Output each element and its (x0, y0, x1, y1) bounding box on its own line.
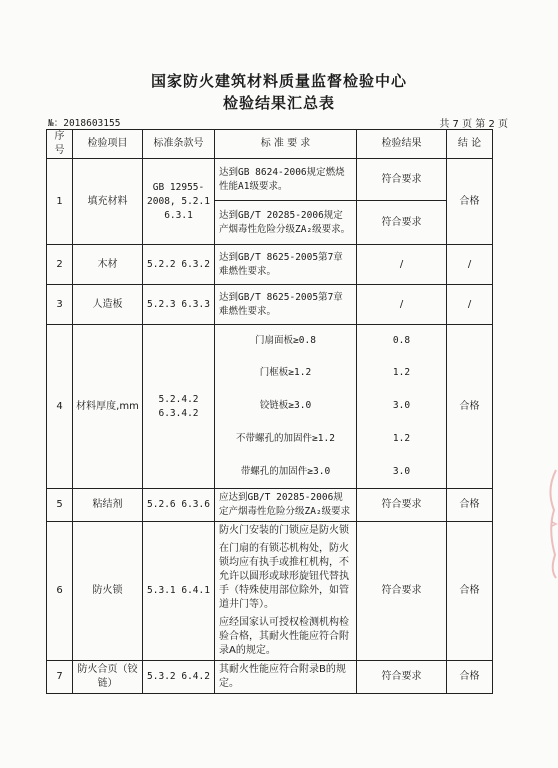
row-item: 填充材料 (73, 159, 143, 245)
row-item: 防火锁 (73, 522, 143, 661)
row-requirement: 带螺孔的加固件≥3.0 (215, 456, 357, 489)
table-row (47, 285, 493, 325)
col-header-conclusion: 结 论 (447, 130, 493, 159)
row-result: 3.0 (357, 456, 447, 489)
requirement-part: 防火门安装的门锁应是防火锁 (219, 525, 349, 536)
row-result: 0.8 (357, 325, 447, 357)
row-item: 人造板 (73, 285, 143, 325)
row-item: 木材 (73, 245, 143, 285)
row-requirement: 达到GB/T 8625-2005第7章难燃性要求。 (215, 285, 357, 325)
row-clause: 5.2.6 6.3.6 (143, 489, 215, 522)
row-clause: 5.3.1 6.4.1 (143, 522, 215, 661)
row-requirement: 达到GB 8624-2006规定燃烧性能A1级要求。 (215, 159, 357, 201)
row-requirement: 达到GB/T 8625-2005第7章难燃性要求。 (215, 245, 357, 285)
row-no: 3 (47, 285, 73, 325)
row-conclusion: 合格 (447, 522, 493, 661)
row-conclusion: 合格 (447, 159, 493, 245)
row-result: / (357, 245, 447, 285)
row-clause: 5.3.2 6.4.2 (143, 661, 215, 694)
results-table (46, 129, 493, 694)
row-requirement: 达到GB/T 20285-2006规定产烟毒性危险分级ZA₂级要求。 (215, 201, 357, 245)
col-header-clause: 标准条款号 (143, 130, 215, 159)
report-number: №：2018603155 (48, 118, 121, 129)
row-no: 4 (47, 325, 73, 489)
row-conclusion: 合格 (447, 661, 493, 694)
table-row (47, 661, 493, 694)
row-clause: 5.2.2 6.3.2 (143, 245, 215, 285)
page-title: 国家防火建筑材料质量监督检验中心 (150, 72, 407, 90)
row-result: 符合要求 (357, 522, 447, 661)
row-item: 防火合页（铰链） (73, 661, 143, 694)
row-clause: GB 12955-2008, 5.2.1 6.3.1 (143, 159, 215, 245)
col-header-requirement: 标 准 要 求 (215, 130, 357, 159)
col-header-no: 序号 (47, 130, 73, 159)
row-clause: 5.2.3 6.3.3 (143, 285, 215, 325)
row-no: 5 (47, 489, 73, 522)
row-requirement: 铰链板≥3.0 (215, 390, 357, 423)
table-row (47, 522, 493, 661)
table-header-row (47, 130, 493, 159)
row-conclusion: 合格 (447, 325, 493, 489)
row-requirement: 门框板≥1.2 (215, 357, 357, 390)
table-row (47, 159, 493, 201)
row-result: 符合要求 (357, 159, 447, 201)
requirement-part: 在门扇的有锁芯机构处，防火锁均应有执手或推杠机构，不允许以圆形或球形旋钮代替执手（特殊使用部位除外，如管道井门等）。 (219, 543, 349, 610)
row-conclusion: 合格 (447, 489, 493, 522)
row-result: 符合要求 (357, 661, 447, 694)
requirement-part: 应经国家认可授权检测机构检验合格，其耐火性能应符合附录A的规定。 (219, 617, 349, 656)
row-requirement: 门扇面板≥0.8 (215, 325, 357, 357)
row-result: 1.2 (357, 423, 447, 456)
seal-edge-mark (542, 460, 558, 580)
row-requirement: 其耐火性能应符合附录B的规定。 (215, 661, 357, 694)
row-no: 2 (47, 245, 73, 285)
table-row (47, 489, 493, 522)
row-result: 符合要求 (357, 489, 447, 522)
page-info: 共 7 页 第 2 页 (439, 119, 508, 130)
row-no: 1 (47, 159, 73, 245)
row-item: 粘结剂 (73, 489, 143, 522)
row-clause: 5.2.4.2 6.3.4.2 (143, 325, 215, 489)
row-no: 6 (47, 522, 73, 661)
col-header-item: 检验项目 (73, 130, 143, 159)
row-item: 材料厚度,mm (73, 325, 143, 489)
row-requirement: 不带螺孔的加固件≥1.2 (215, 423, 357, 456)
row-conclusion: / (447, 245, 493, 285)
table-row (47, 325, 493, 357)
table-row (47, 245, 493, 285)
col-header-result: 检验结果 (357, 130, 447, 159)
page-subtitle: 检验结果汇总表 (222, 94, 335, 112)
row-requirement (215, 522, 357, 661)
row-result: 符合要求 (357, 201, 447, 245)
row-no: 7 (47, 661, 73, 694)
row-conclusion: / (447, 285, 493, 325)
row-requirement: 应达到GB/T 20285-2006规定产烟毒性危险分级ZA₂级要求 (215, 489, 357, 522)
row-result: / (357, 285, 447, 325)
row-result: 3.0 (357, 390, 447, 423)
row-result: 1.2 (357, 357, 447, 390)
